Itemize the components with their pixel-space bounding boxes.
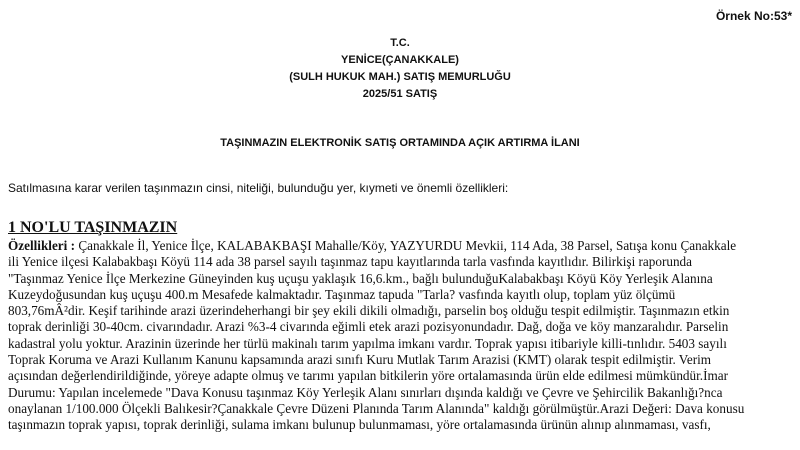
description-line: toprak derinliği 30-40cm. civarındadır. Arazi %3-4 civarında eğimli etek arazi pozisyonundadır. Dağ, doğa ve köy manzaralıdır. Parselin: [8, 319, 729, 335]
description-line: Toprak Koruma ve Arazi Kullanım Kanunu kapsamında arazi sınıfı Kuru Mutlak Tarım Arazisi (KMT) olarak tespit edilmiştir. Verim: [8, 352, 712, 368]
description-line: Durumu: Yapılan incelemede "Dava Konusu taşınmaz Köy Yerleşik Alanı sınırları dışında kaldığı ve Çevre ve Şehircilik Bakanlığı?nca: [8, 384, 723, 400]
header-line-office: (SULH HUKUK MAH.) SATIŞ MEMURLUĞU: [289, 71, 511, 83]
document-header: [0, 35, 800, 103]
sample-number: Örnek No:53*: [715, 9, 792, 23]
description-line: taşınmazın toprak yapısı, toprak derinliği, sulama imkanı bulunup bulunmaması, yöre ortalamasında ürünün alınıp alınmaması, vasfı,: [8, 417, 711, 433]
description-line: [8, 238, 794, 254]
header-line-case-number: 2025/51 SATIŞ: [362, 88, 438, 100]
header-line-district: YENİCE(ÇANAKKALE): [341, 54, 459, 66]
features-label: Özellikleri :: [8, 238, 76, 253]
description-line: Kuzeydoğusundan kuş uçuşu 400.m Mesafede kalmaktadır. Taşınmaz tapuda "Tarla? vasfında kayıtlı olup, toplam yüz ölçümü: [8, 286, 676, 302]
header-line-state: T.C.: [390, 37, 410, 49]
intro-paragraph: Satılmasına karar verilen taşınmazın cinsi, niteliği, bulunduğu yer, kıymeti ve önemli özellikleri:: [8, 181, 509, 195]
description-line: 803,76mÂ²dir. Keşif tarihinde arazi üzerindeherhangi bir şey ekili dikili olmadığı, parselin boş olduğu tespit edilmiştir. Taşınmazın etkin: [8, 303, 730, 319]
property-section-title: 1 NO'LU TAŞINMAZIN: [8, 219, 178, 236]
property-description: [8, 238, 794, 434]
description-line-text: Çanakkale İl, Yenice İlçe, KALABAKBAŞI Mahalle/Köy, YAZYURDU Mevkii, 114 Ada, 38 Parsel, Satışa konu Çanakkale: [75, 238, 737, 253]
description-line: ili Yenice ilçesi Kalabakbaşı Köyü 114 ada 38 parsel sayılı taşınmaz tapu kayıtlarında tarla vasfında kayıtlıdır. Bilirkişi raporunda: [8, 254, 692, 270]
description-line: "Taşınmaz Yenice İlçe Merkezine Güneyinden kuş uçuşu yaklaşık 16,6.km., bağlı bulunduğuKalabakbaşı Köyü Köy Yerleşik Alanına: [8, 270, 713, 286]
description-line: onaylanan 1/100.000 Ölçekli Balıkesir?Çanakkale Çevre Düzeni Planında Tarım Alanında" kaldığı görülmüştür.Arazi Değeri: Dava konusu: [8, 400, 745, 416]
description-line: açısından değerlendirildiğinde, yöreye adapte olmuş ve tarımı yapılan bitkilerin yöre ortalamasında ürün elde edilmesi mümkündür.İmar: [8, 368, 728, 384]
description-line: kadastral yolu yoktur. Arazinin üzerinde her türlü makinalı tarım yapılma imkanı vardır. Toprak yapısı itibariyle killi-tınlıdır. 5403 sayılı: [8, 335, 727, 351]
document-title: TAŞINMAZIN ELEKTRONİK SATIŞ ORTAMINDA AÇIK ARTIRMA İLANI: [220, 137, 580, 149]
